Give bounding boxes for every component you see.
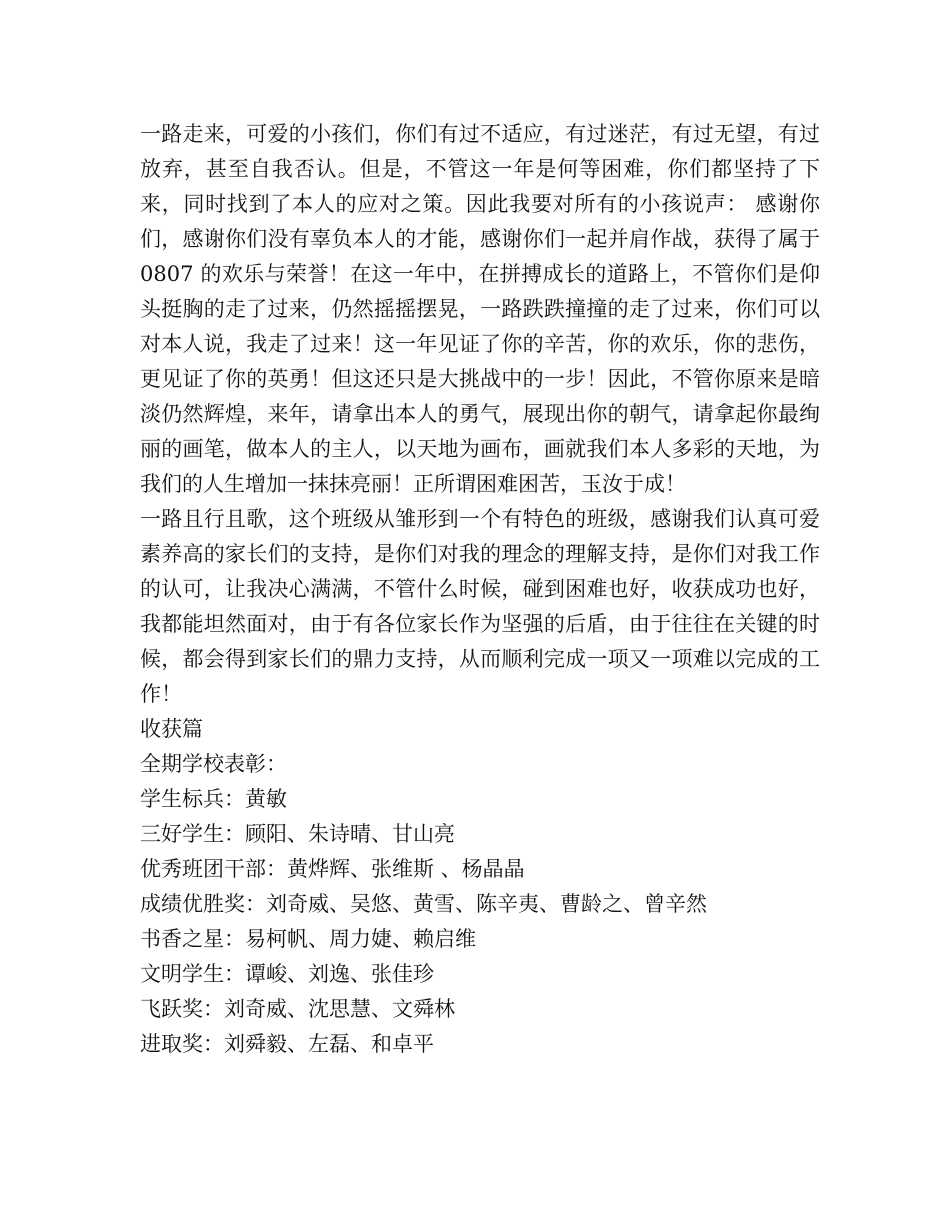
award-item: 优秀班团干部：黄烨辉、张维斯 、杨晶晶: [140, 857, 525, 881]
body-paragraph: 一路走来，可爱的小孩们，你们有过不适应，有过迷茫，有过无望，有过放弃，甚至自我否认。但是，不管这一年是何等困难，你们都坚持了下来，同时找到了本人的应对之策。因此我要对所有的小孩说声： 感谢你们，感谢你们没有辜负本人的才能，感谢你们一起并肩作战，获得了属于 0807 的欢乐与荣誉！在这一年中，在拼搏成长的道路上，不管你们是仰头挺胸的走了过来，仍然摇摇摆晃，一路跌跌撞撞的走了过来，你们可以对本人说，我走了过来！这一年见证了你的辛苦，你的欢乐，你的悲伤，更见证了你的英勇！但这还只是大挑战中的一步！因此，不管你原来是暗淡仍然辉煌，来年，请拿出本人的勇气，展现出你的朝气，请拿起你最绚丽的画笔，做本人的主人，以天地为画布，画就我们本人多彩的天地，为我们的人生增加一抹抹亮丽！正所谓困难困苦，玉汝于成！: [140, 122, 820, 496]
award-item: 三好学生：顾阳、朱诗晴、甘山亮: [140, 822, 455, 846]
section-title: 收获篇: [140, 717, 203, 741]
document-page: [140, 117, 820, 1062]
body-paragraph: 一路且行且歌，这个班级从雏形到一个有特色的班级，感谢我们认真可爱素养高的家长们的支持，是你们对我的理念的理解支持，是你们对我工作的认可，让我决心满满，不管什么时候，碰到困难也好，收获成功也好，我都能坦然面对，由于有各位家长作为坚强的后盾，由于往往在关键的时候，都会得到家长们的鼎力支持，从而顺利完成一项又一项难以完成的工作！: [140, 507, 820, 706]
award-item: 飞跃奖：刘奇威、沈思慧、文舜林: [140, 997, 455, 1021]
awards-heading: 全期学校表彰：: [140, 752, 287, 776]
award-item: 成绩优胜奖：刘奇威、吴悠、黄雪、陈辛夷、曹龄之、曾辛然: [140, 892, 707, 916]
award-item: 书香之星：易柯帆、周力婕、赖启维: [140, 927, 476, 951]
award-item: 文明学生：谭峻、刘逸、张佳珍: [140, 962, 434, 986]
award-item: 学生标兵：黄敏: [140, 787, 287, 811]
award-item: 进取奖：刘舜毅、左磊、和卓平: [140, 1032, 434, 1056]
awards-list: [140, 782, 820, 1062]
